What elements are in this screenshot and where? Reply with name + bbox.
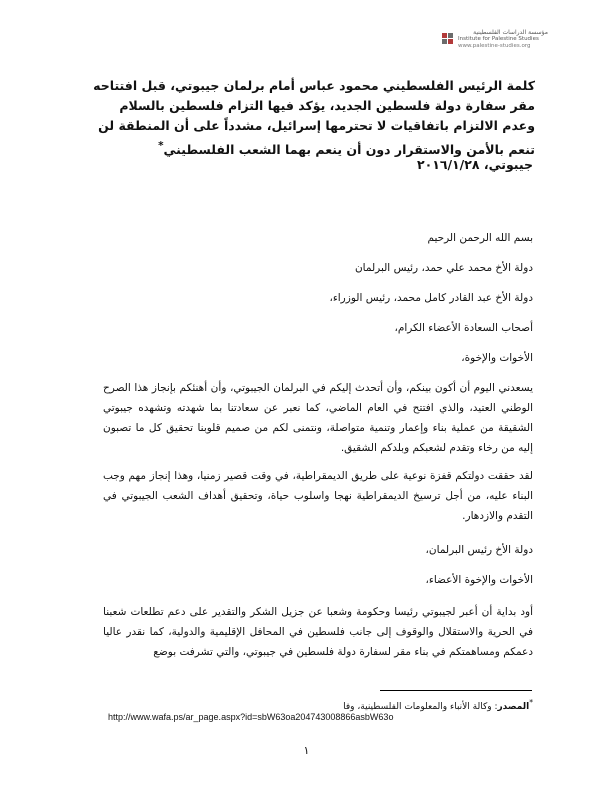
paragraph-greeting: يسعدني اليوم أن أكون بينكم، وأن أتحدث إليكم في البرلمان الجيبوتي، وأن أهنئكم بإنجاز هذا الصرح الوطني العتيد، والذي افتتح في العام الماضي، كما نعبر عن سعادتنا بما شهدته وتشهده جيبوتي الشقيقة من عملية بناء وإعمار وتنمية متواصلة، ونتمنى لكم من صميم قلوبنا تحقيق كل ما تصبون إليه من رخاء وتقدم لشعبكم وبلدكم الشقيق. xyxy=(103,382,533,454)
footnote-divider xyxy=(380,690,532,691)
footnote-source xyxy=(343,698,533,712)
footnote-text: : وكالة الأنباء والمعلومات الفلسطينية، وفا xyxy=(343,702,498,712)
paragraph-salutation-members: أصحاب السعادة الأعضاء الكرام، xyxy=(394,322,533,334)
paragraph-democracy: لقد حققت دولتكم قفزة نوعية على طريق الديمقراطية، في وقت قصير زمنيا، وهذا إنجاز مهم وجب البناء عليه، من أجل ترسيخ الديمقراطية نهجا واسلوب حياة، وتحقيق أهداف الشعب الجيبوتي في التقدم والازدهار. xyxy=(103,470,533,522)
institute-logo-icon xyxy=(442,33,454,45)
logo-english-name: Institute for Palestine Studies xyxy=(458,36,539,42)
dateline: جيبوتي، ٢٠١٦/١/٢٨ xyxy=(416,157,533,172)
paragraph-address-speaker: دولة الأخ رئيس البرلمان، xyxy=(425,544,533,556)
footnote-marker: * xyxy=(158,140,164,152)
paragraph-salutation-parliament: دولة الأخ محمد علي حمد، رئيس البرلمان xyxy=(354,262,533,274)
paragraph-thanks: أود بداية أن أعبر لجيبوتي رئيسا وحكومة وشعبا عن جزيل الشكر والتقدير على دعم تطلعات شعبنا في الحرية والاستقلال والوقوف إلى جانب فلسطين في المحافل الإقليمية والدولية، كما نقدر عاليا دعمكم ومساهمتكم في بناء مقر لسفارة دولة فلسطين في جيبوتي، والتي تشرفت بوضع xyxy=(103,606,533,658)
logo-website[interactable]: www.palestine-studies.org xyxy=(458,42,531,49)
paragraph-salutation-all: الأخوات والإخوة، xyxy=(461,352,533,364)
footnote-source-url[interactable]: http://www.wafa.ps/ar_page.aspx?id=sbW63oa204743008866asbW63o xyxy=(108,712,394,722)
logo-arabic-name: مؤسسة الدراسات الفلسطينية xyxy=(473,29,548,36)
paragraph-address-members: الأخوات والإخوة الأعضاء، xyxy=(425,574,533,586)
page-number: ١ xyxy=(303,744,310,757)
footnote-label: المصدر xyxy=(497,702,530,712)
footnote-marker-ref: * xyxy=(529,698,533,707)
paragraph-basmala: بسم الله الرحمن الرحيم xyxy=(427,232,533,244)
paragraph-salutation-pm: دولة الأخ عبد القادر كامل محمد، رئيس الوزراء، xyxy=(329,292,533,304)
document-title xyxy=(85,76,535,160)
institute-logo xyxy=(442,30,546,54)
document-title-text: كلمة الرئيس الفلسطيني محمود عباس أمام برلمان جيبوتي، قبل افتتاحه مقر سفارة دولة فلسطين الجديد، يؤكد فيها التزام فلسطين بالسلام وعدم الالتزام باتفاقيات لا تحترمها إسرائيل، مشدداً على أن المنطقة لن تنعم بالأمن والاستقرار دون أن ينعم بهما الشعب الفلسطيني xyxy=(93,78,535,158)
